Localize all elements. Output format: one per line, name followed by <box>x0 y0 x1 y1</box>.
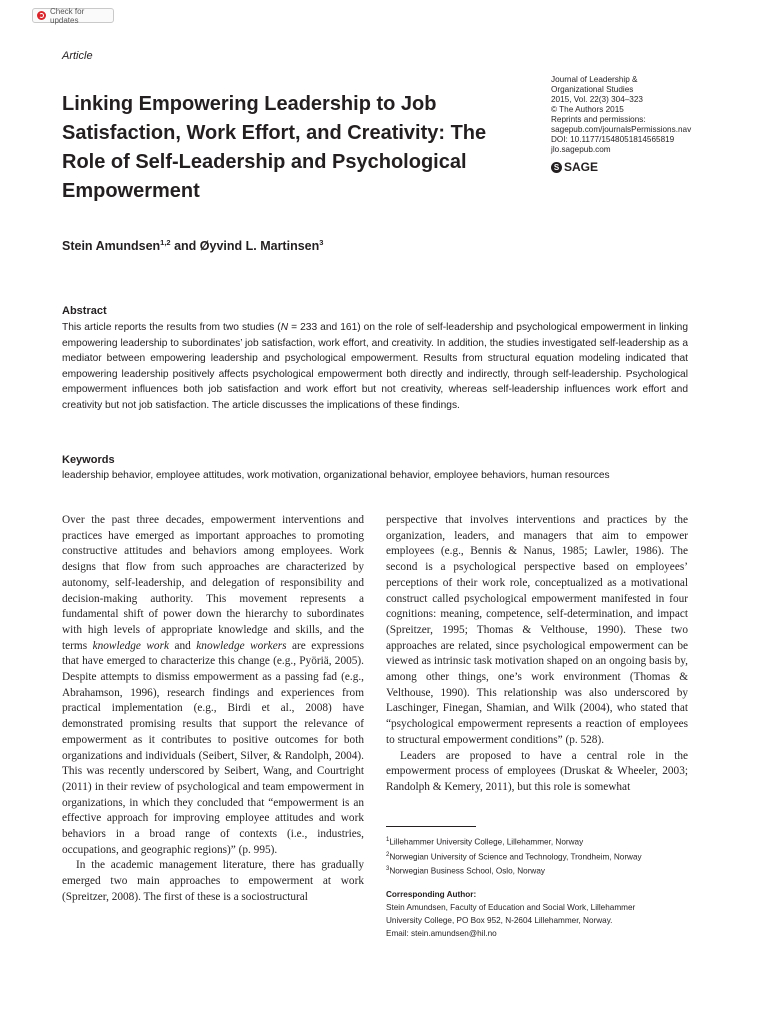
sage-logo <box>551 160 731 174</box>
sage-logo-text: SAGE <box>564 160 599 174</box>
article-title: Linking Empowering Leadership to Job Satisfaction, Work Effort, and Creativity: The Role of Self-Leadership and Psychological Empowerment <box>62 93 487 202</box>
body-column-left <box>62 513 364 906</box>
author-list <box>62 238 323 253</box>
abstract-text-part: = 233 and 161) on the role of self-leadership and psychological empowerment in linking empowering leadership to subordinates’ job satisfaction, work effort, and creativity. In addition, the studies investigated self-leadership as a mediator between empowering leadership and psychological empowerment. Results from structural equation modeling indicated that empowering leadership positively affects psychological empowerment both directly and indirectly, through self-leadership. Psychological empowerment influences both job satisfaction and work effort but not creativity, whereas self-leadership influences work effort and creativity but not job satisfaction. The article discusses the implications of these findings. <box>62 322 688 411</box>
check-for-updates-label: Check for updates <box>50 6 85 25</box>
footnote-marker: 3 <box>386 866 390 873</box>
article-type-label: Article <box>62 50 93 62</box>
body-paragraph: Leaders are proposed to have a central role in the empowerment process of employees (Druskat & Wheeler, 2003; Randolph & Kemery, 2011), but this role is somewhat <box>386 749 688 793</box>
footnotes <box>386 834 706 940</box>
corresponding-author-heading: Corresponding Author: <box>386 890 477 900</box>
footnote-marker: 1 <box>386 837 390 843</box>
body-paragraph <box>62 513 364 858</box>
abstract-text <box>62 320 688 414</box>
journal-name-line1: Journal of Leadership & <box>551 75 638 84</box>
author-affiliation-marker: 3 <box>319 238 324 247</box>
affiliation-footnote <box>386 863 706 878</box>
sage-logo-icon: S <box>551 162 562 173</box>
body-paragraph: In the academic management literature, there has gradually emerged two main approaches to empowerment at work (Spreitzer, 2008). The first of these is a sociostructural <box>62 859 364 903</box>
corresponding-author-email[interactable]: Email: stein.amundsen@hil.no <box>386 929 497 939</box>
abstract-heading: Abstract <box>62 305 107 317</box>
keywords-heading: Keywords <box>62 454 115 466</box>
footnote-text: Norwegian Business School, Oslo, Norway <box>389 867 545 877</box>
footnote-marker: 2 <box>386 851 390 858</box>
affiliation-footnote <box>386 834 706 849</box>
check-for-updates-badge[interactable] <box>32 8 114 23</box>
journal-site-link[interactable]: jlo.sagepub.com <box>551 145 611 154</box>
body-text: and <box>169 639 197 652</box>
author-name: Øyvind L. Martinsen <box>199 239 320 254</box>
body-emphasis: knowledge work <box>92 639 169 652</box>
footnote-text: Norwegian University of Science and Technology, Trondheim, Norway <box>389 852 642 862</box>
abstract-n-variable: N <box>280 322 289 333</box>
abstract-text-part: This article reports the results from two studies ( <box>62 322 281 333</box>
affiliation-footnote <box>386 849 706 864</box>
body-text: Over the past three decades, empowerment interventions and practices have emerged as important approaches to promoting constructive attitudes and behaviors among employees. Work designs that flow from such approaches are characterized by autonomy, self-leadership, and delegation of responsibility and decision-making authority. This movement represents a fundamental shift of power down the hierarchy to subordinates with high levels of appropriate knowledge and skills, and the terms <box>62 514 364 652</box>
corresponding-author-address: Stein Amundsen, Faculty of Education and Social Work, Lillehammer <box>386 903 636 913</box>
keywords-text: leadership behavior, employee attitudes, work motivation, organizational behavior, employee behaviors, human resources <box>62 470 610 481</box>
journal-metadata <box>551 75 731 174</box>
journal-volume: 2015, Vol. 22(3) 304–323 <box>551 95 643 104</box>
author-separator: and <box>170 239 200 254</box>
doi-link[interactable]: DOI: 10.1177/1548051814565819 <box>551 135 675 144</box>
corresponding-author-address: University College, PO Box 952, N-2604 Lillehammer, Norway. <box>386 916 613 926</box>
body-text: are expressions that have emerged to characterize this change (e.g., Pyöriä, 2005). Despite attempts to dismiss empowerment as a passing fad (e.g., Abrahamson, 1996), research findings and experiences from practical implementation (e.g., Birdi et al., 2008) have demonstrated promising results that support the relevance of empowerment as it contributes to positive outcomes for both organizations and individuals (Seibert, Silver, & Randolph, 2004). This was recently underscored by Seibert, Wang, and Courtright (2011) in their review of psychological and team empowerment in organizations, in which they concluded that “empowerment is an effective approach for improving employee attitudes and work behaviors in a broad range of contexts (i.e., industries, occupations, and geographic regions)” (p. 995). <box>62 639 364 856</box>
body-paragraph: perspective that involves interventions and practices by the organization, leaders, and managers that aim to empower employees (e.g., Bennis & Nanus, 1985; Lawler, 1986). The second is a psychological perspective based on employees’ perceptions of their work role, conceptualized as a motivational construct called psychological empowerment manifested in four cognitions: meaning, competence, self-determination, and impact (Spreitzer, 1995; Thomas & Velthouse, 1990). These two approaches are related, since psychological empowerment can be viewed as intrinsic task motivation shaped on an ongoing basis by, among other things, one’s work environment (Thomas & Velthouse, 1990). This relationship was also underscored by Laschinger, Finegan, Shamian, and Wilk (2004), who stated that “psychological empowerment represents a reaction of employees to structural empowerment conditions” (p. 528). <box>386 514 688 746</box>
footnote-divider <box>386 826 476 827</box>
body-column-right <box>386 513 688 796</box>
reprints-label: Reprints and permissions: <box>551 115 646 124</box>
body-emphasis: knowledge workers <box>196 639 287 652</box>
journal-name-line2: Organizational Studies <box>551 85 634 94</box>
permissions-link[interactable]: sagepub.com/journalsPermissions.nav <box>551 125 692 134</box>
footnote-text: Lillehammer University College, Lillehammer, Norway <box>389 837 584 847</box>
journal-copyright: © The Authors 2015 <box>551 105 624 114</box>
refresh-icon <box>37 11 46 20</box>
author-affiliation-marker: 1,2 <box>160 238 171 247</box>
author-name: Stein Amundsen <box>62 239 161 254</box>
